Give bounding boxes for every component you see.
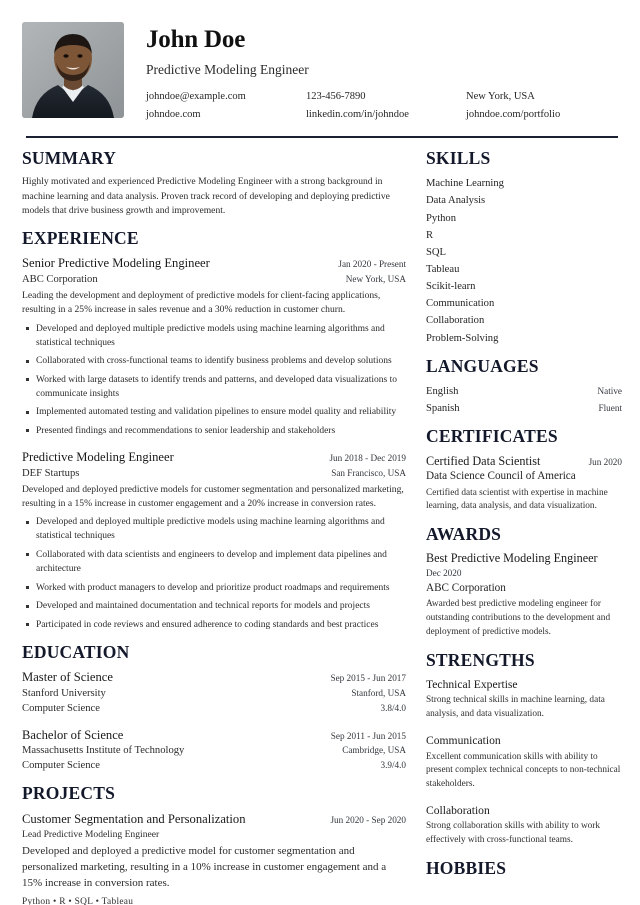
- language-name: English: [426, 386, 459, 397]
- list-item: Problem-Solving: [426, 332, 499, 344]
- experience-description: Leading the development and deployment of predictive models for client-facing applications, resulting in a 25% increase in sales revenue and a 30% reduction in customer churn.: [22, 289, 381, 316]
- list-item: Developed and maintained documentation and technical reports for models and projects: [22, 599, 406, 613]
- experience-description: Developed and deployed predictive models for customer segmentation and personalized marketing, resulting in a 15% increase in customer engagement and a 20% increase in conversion rates.: [22, 483, 404, 509]
- language-name: Spanish: [426, 403, 460, 415]
- strength-title: Collaboration: [426, 803, 490, 817]
- section-heading-awards: AWARDS: [426, 524, 502, 545]
- list-item: Worked with product managers to develop and prioritize product roadmaps and requirements: [22, 581, 406, 595]
- education-degree-row: [22, 727, 406, 744]
- list-item: Python: [426, 212, 457, 224]
- experience-date: Jun 2018 - Dec 2019: [329, 452, 406, 463]
- contact-phone[interactable]: 123-456-7890: [306, 90, 366, 102]
- list-item: [426, 400, 622, 417]
- education-school: Massachusetts Institute of Technology: [22, 745, 185, 757]
- certificate-title-row: [426, 454, 622, 470]
- experience-location: San Francisco, USA: [331, 467, 406, 478]
- certificate-date: Jun 2020: [588, 456, 622, 467]
- skills-list: [426, 175, 622, 347]
- education-field-row: [22, 758, 406, 773]
- project-title: Customer Segmentation and Personalization: [22, 811, 246, 826]
- section-heading-experience: EXPERIENCE: [22, 227, 139, 248]
- summary-text: Highly motivated and experienced Predictive Modeling Engineer with a strong background in machine learning and data analysis. Proven track record of developing and deploying predictive models that drive business growth and improvement.: [22, 176, 390, 217]
- strength-item: [426, 803, 622, 848]
- list-item: Tableau: [426, 263, 460, 275]
- education-degree: Master of Science: [22, 669, 113, 684]
- list-item: Collaboration: [426, 315, 485, 327]
- list-item: Developed and deployed multiple predictive models using machine learning algorithms and statistical techniques: [22, 322, 406, 350]
- list-item: Scikit-learn: [426, 281, 476, 293]
- award-description: Awarded best predictive modeling engineer for outstanding contributions to the development and deployment of predictive models.: [426, 599, 611, 637]
- project-date: Jun 2020 - Sep 2020: [330, 814, 406, 825]
- experience-company-row: [22, 466, 406, 481]
- award-date: Dec 2020: [426, 568, 462, 579]
- list-item: Collaborated with data scientists and engineers to develop and implement data pipelines and architecture: [22, 548, 406, 576]
- contact-email[interactable]: johndoe@example.com: [146, 90, 246, 102]
- profile-photo-image: [22, 22, 124, 118]
- experience-location: New York, USA: [345, 273, 406, 284]
- education-school: Stanford University: [22, 687, 106, 699]
- list-item: Machine Learning: [426, 178, 504, 190]
- experience-company-row: [22, 272, 406, 287]
- education-school-row: [22, 743, 406, 758]
- education-gpa: 3.9/4.0: [380, 760, 406, 771]
- experience-title: Predictive Modeling Engineer: [22, 449, 174, 464]
- award-title: Best Predictive Modeling Engineer: [426, 551, 598, 566]
- language-level: Fluent: [598, 403, 622, 414]
- education-field: Computer Science: [22, 760, 100, 772]
- list-item: Collaborated with cross-functional teams to identify business problems and develop solutions: [22, 354, 406, 368]
- contact-website[interactable]: johndoe.com: [146, 108, 201, 120]
- project-title-row: [22, 811, 406, 828]
- section-heading-projects: PROJECTS: [22, 783, 116, 804]
- experience-company: DEF Startups: [22, 467, 80, 479]
- section-heading-summary: SUMMARY: [22, 147, 117, 168]
- strength-description: Strong collaboration skills with ability to work effectively with cross-functional teams.: [426, 821, 601, 846]
- experience-item: [22, 255, 406, 438]
- education-degree: Bachelor of Science: [22, 727, 124, 742]
- experience-bullets: [22, 322, 406, 438]
- job-title: Predictive Modeling Engineer: [146, 61, 309, 77]
- page-title: John Doe: [146, 26, 246, 53]
- strength-description: Excellent communication skills with ability to present complex technical concepts to non-technical stakeholders.: [426, 751, 621, 790]
- education-field-row: [22, 701, 406, 716]
- education-date: Sep 2015 - Jun 2017: [330, 672, 406, 683]
- header-text-block: [146, 22, 626, 120]
- experience-title: Senior Predictive Modeling Engineer: [22, 256, 210, 271]
- language-level: Native: [597, 386, 622, 396]
- education-location: Cambridge, USA: [342, 745, 406, 756]
- list-item: R: [426, 229, 434, 241]
- section-heading-strengths: STRENGTHS: [426, 649, 535, 670]
- section-heading-skills: SKILLS: [426, 147, 491, 168]
- experience-title-row: [22, 449, 406, 466]
- experience-title-row: [22, 255, 406, 272]
- left-column: [22, 147, 418, 905]
- resume-header: [22, 22, 622, 130]
- education-item: [22, 669, 406, 716]
- certificate-item: [426, 454, 622, 515]
- education-date: Sep 2011 - Jun 2015: [330, 730, 406, 741]
- section-heading-hobbies: HOBBIES: [426, 857, 507, 878]
- list-item: Participated in code reviews and ensured adherence to coding standards and best practices: [22, 618, 406, 632]
- resume-body: [22, 138, 622, 905]
- experience-company: ABC Corporation: [22, 273, 98, 285]
- list-item: Implemented automated testing and validation pipelines to ensure model quality and reliability: [22, 405, 406, 419]
- contact-details: [146, 91, 626, 120]
- languages-list: [426, 383, 622, 417]
- list-item: Data Analysis: [426, 195, 486, 207]
- right-column: [418, 147, 622, 905]
- certificate-description: Certified data scientist with expertise in machine learning, data analysis, and data visualization.: [426, 487, 608, 512]
- section-heading-education: EDUCATION: [22, 641, 130, 662]
- experience-bullets: [22, 515, 406, 631]
- education-field: Computer Science: [22, 702, 100, 714]
- award-issuer: ABC Corporation: [426, 582, 506, 595]
- education-item: [22, 727, 406, 774]
- strength-item: [426, 677, 622, 722]
- contact-linkedin[interactable]: linkedin.com/in/johndoe: [306, 108, 409, 120]
- strength-item: [426, 733, 622, 792]
- experience-date: Jan 2020 - Present: [338, 259, 406, 270]
- list-item: Worked with large datasets to identify trends and patterns, and developed data visualizations to communicate insights: [22, 373, 406, 401]
- strength-title: Technical Expertise: [426, 677, 518, 691]
- education-location: Stanford, USA: [351, 687, 406, 698]
- experience-item: [22, 449, 406, 632]
- contact-location: New York, USA: [466, 90, 535, 102]
- strength-title: Communication: [426, 733, 501, 747]
- contact-portfolio[interactable]: johndoe.com/portfolio: [466, 108, 561, 120]
- certificate-title: Certified Data Scientist: [426, 453, 541, 468]
- project-description: Developed and deployed a predictive model for customer segmentation and personalized marketing, resulting in a 10% increase in customer engagement and a 15% increase in conversion rates.: [22, 845, 387, 889]
- list-item: Presented findings and recommendations to senior leadership and stakeholders: [22, 424, 406, 438]
- project-tech-tags: Python • R • SQL • Tableau: [22, 896, 134, 905]
- list-item: Developed and deployed multiple predictive models using machine learning algorithms and statistical techniques: [22, 515, 406, 543]
- award-item: [426, 551, 622, 639]
- education-gpa: 3.8/4.0: [380, 702, 406, 713]
- section-heading-certificates: CERTIFICATES: [426, 426, 558, 447]
- list-item: Communication: [426, 298, 495, 310]
- profile-photo: [22, 22, 124, 118]
- list-item: SQL: [426, 246, 447, 258]
- list-item: [426, 383, 622, 400]
- certificate-issuer: Data Science Council of America: [426, 470, 576, 483]
- project-role: Lead Predictive Modeling Engineer: [22, 829, 160, 841]
- section-heading-languages: LANGUAGES: [426, 355, 539, 376]
- strength-description: Strong technical skills in machine learning, data analysis, and data visualization.: [426, 695, 605, 720]
- education-degree-row: [22, 669, 406, 686]
- project-item: [22, 811, 406, 905]
- education-school-row: [22, 686, 406, 701]
